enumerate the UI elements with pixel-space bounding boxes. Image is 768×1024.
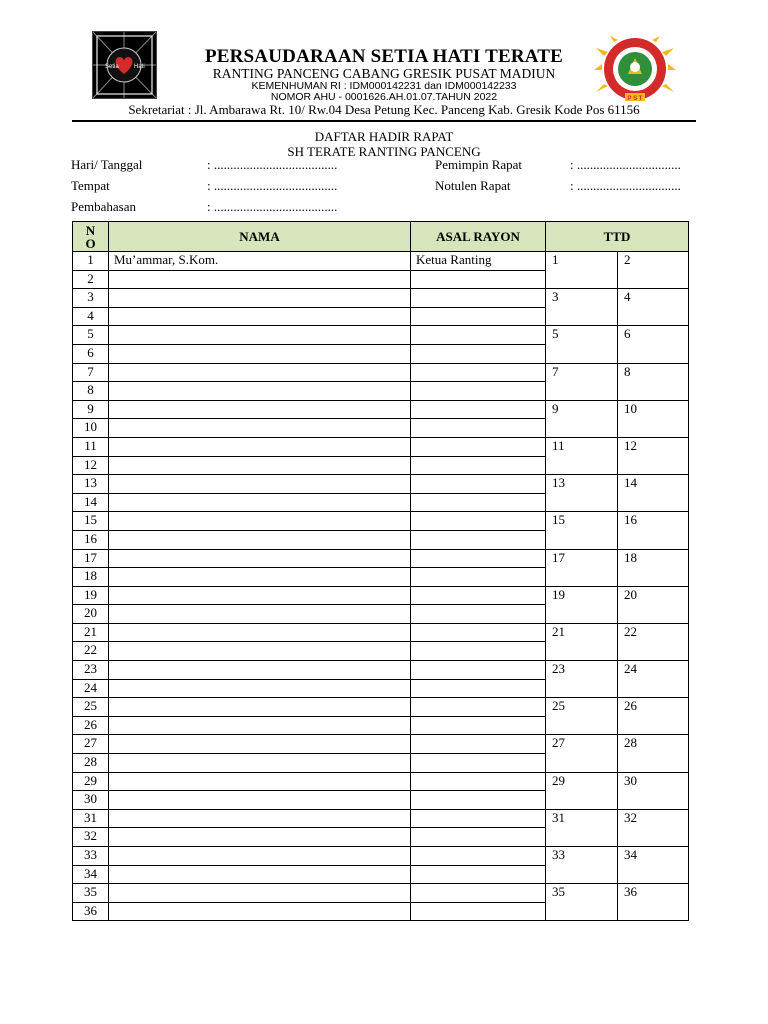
col-header-no-text: N O: [85, 222, 96, 251]
signature-cell-left[interactable]: 15: [546, 512, 618, 549]
row-rayon-cell[interactable]: [411, 586, 546, 605]
row-number: 14: [73, 493, 109, 512]
row-rayon-cell[interactable]: [411, 902, 546, 921]
row-name-cell[interactable]: [109, 530, 411, 549]
svg-text:Setia: Setia: [105, 64, 119, 70]
row-name-cell[interactable]: [109, 568, 411, 587]
row-number: 4: [73, 307, 109, 326]
signature-cell-right[interactable]: 24: [618, 661, 689, 698]
row-rayon-cell[interactable]: [411, 363, 546, 382]
row-number: 35: [73, 884, 109, 903]
row-name-cell[interactable]: [109, 307, 411, 326]
row-number: 17: [73, 549, 109, 568]
row-name-cell[interactable]: [109, 661, 411, 680]
signature-cell-right[interactable]: 2: [618, 252, 689, 289]
table-row: [73, 586, 689, 605]
row-name-cell[interactable]: [109, 902, 411, 921]
signature-cell-right[interactable]: 18: [618, 549, 689, 586]
row-number: 30: [73, 791, 109, 810]
row-name-cell[interactable]: [109, 772, 411, 791]
table-row: [73, 735, 689, 754]
row-rayon-cell[interactable]: [411, 289, 546, 308]
row-rayon-cell[interactable]: [411, 456, 546, 475]
row-name-cell[interactable]: [109, 735, 411, 754]
table-row: [73, 661, 689, 680]
org-branch: RANTING PANCENG CABANG GRESIK PUSAT MADIUN: [212, 66, 556, 81]
table-row: [73, 809, 689, 828]
row-name-cell[interactable]: [109, 698, 411, 717]
col-header-rayon: ASAL RAYON: [411, 222, 546, 252]
row-number: 15: [73, 512, 109, 531]
row-rayon-cell[interactable]: [411, 382, 546, 401]
signature-cell-left[interactable]: 19: [546, 586, 618, 623]
row-rayon-cell[interactable]: [411, 549, 546, 568]
row-number: 25: [73, 698, 109, 717]
row-number: 16: [73, 530, 109, 549]
col-header-name: NAMA: [109, 222, 411, 252]
signature-cell-left[interactable]: 7: [546, 363, 618, 400]
row-name-cell[interactable]: [109, 326, 411, 345]
row-rayon-cell[interactable]: [411, 698, 546, 717]
row-rayon-cell[interactable]: [411, 493, 546, 512]
row-number: 18: [73, 568, 109, 587]
row-name-cell[interactable]: [109, 344, 411, 363]
row-rayon-cell[interactable]: [411, 865, 546, 884]
row-rayon-cell[interactable]: Ketua Ranting: [411, 252, 546, 271]
row-name-cell[interactable]: [109, 382, 411, 401]
signature-cell-left[interactable]: 13: [546, 475, 618, 512]
row-name-cell[interactable]: [109, 400, 411, 419]
row-number: 27: [73, 735, 109, 754]
signature-cell-right[interactable]: 6: [618, 326, 689, 363]
row-name-cell[interactable]: [109, 884, 411, 903]
row-name-cell[interactable]: [109, 289, 411, 308]
signature-cell-left[interactable]: 17: [546, 549, 618, 586]
svg-text:P S T: P S T: [627, 96, 643, 102]
org-registration-1: KEMENHUMAN RI : IDM000142231 dan IDM000142233: [251, 80, 517, 92]
signature-cell-right[interactable]: 32: [618, 809, 689, 846]
row-number: 23: [73, 661, 109, 680]
signature-cell-left[interactable]: 1: [546, 252, 618, 289]
table-row: [73, 252, 689, 271]
row-rayon-cell[interactable]: [411, 754, 546, 773]
row-rayon-cell[interactable]: [411, 735, 546, 754]
field-label-place: Tempat: [71, 178, 110, 193]
document-title: DAFTAR HADIR RAPAT: [314, 129, 454, 144]
row-rayon-cell[interactable]: [411, 623, 546, 642]
signature-cell-left[interactable]: 21: [546, 623, 618, 660]
row-rayon-cell[interactable]: [411, 642, 546, 661]
row-number: 36: [73, 902, 109, 921]
row-name-cell[interactable]: [109, 419, 411, 438]
signature-cell-right[interactable]: 30: [618, 772, 689, 809]
row-name-cell[interactable]: [109, 809, 411, 828]
row-name-cell[interactable]: [109, 363, 411, 382]
row-number: 11: [73, 437, 109, 456]
row-name-cell[interactable]: [109, 679, 411, 698]
row-name-cell[interactable]: [109, 493, 411, 512]
document-subtitle: SH TERATE RANTING PANCENG: [287, 144, 481, 159]
signature-cell-right[interactable]: 26: [618, 698, 689, 735]
row-number: 24: [73, 679, 109, 698]
row-rayon-cell[interactable]: [411, 307, 546, 326]
row-rayon-cell[interactable]: [411, 437, 546, 456]
field-value-discussion[interactable]: : ......................................: [207, 199, 338, 214]
field-label-minutes: Notulen Rapat: [435, 178, 511, 193]
row-number: 21: [73, 623, 109, 642]
row-number: 13: [73, 475, 109, 494]
row-name-cell[interactable]: [109, 456, 411, 475]
field-value-place[interactable]: : ......................................: [207, 178, 338, 193]
field-label-leader: Pemimpin Rapat: [435, 157, 523, 172]
row-rayon-cell[interactable]: [411, 475, 546, 494]
table-row: [73, 623, 689, 642]
row-number: 34: [73, 865, 109, 884]
psht-logo-left: [92, 31, 157, 99]
row-number: 2: [73, 270, 109, 289]
org-registration-2: NOMOR AHU - 0001626.AH.01.07.TAHUN 2022: [270, 91, 498, 103]
table-row: [73, 363, 689, 382]
table-body: [73, 252, 689, 921]
signature-cell-right[interactable]: 16: [618, 512, 689, 549]
field-value-day-date[interactable]: : ......................................: [207, 157, 338, 172]
row-rayon-cell[interactable]: [411, 419, 546, 438]
table-row: [73, 326, 689, 345]
row-number: 28: [73, 754, 109, 773]
table-header-row: [73, 222, 689, 252]
attendance-table: [72, 221, 689, 921]
row-rayon-cell[interactable]: [411, 530, 546, 549]
row-rayon-cell[interactable]: [411, 605, 546, 624]
row-name-cell[interactable]: [109, 623, 411, 642]
signature-cell-left[interactable]: 35: [546, 884, 618, 921]
row-number: 33: [73, 847, 109, 866]
row-name-cell[interactable]: [109, 865, 411, 884]
row-rayon-cell[interactable]: [411, 326, 546, 345]
row-number: 32: [73, 828, 109, 847]
table-row: [73, 884, 689, 903]
row-number: 12: [73, 456, 109, 475]
row-name-cell[interactable]: [109, 270, 411, 289]
col-header-ttd: TTD: [546, 222, 689, 252]
row-rayon-cell[interactable]: [411, 270, 546, 289]
org-name: PERSAUDARAAN SETIA HATI TERATE: [204, 46, 564, 67]
row-rayon-cell[interactable]: [411, 568, 546, 587]
signature-cell-left[interactable]: 3: [546, 289, 618, 326]
table-row: [73, 289, 689, 308]
signature-cell-left[interactable]: 11: [546, 437, 618, 474]
signature-cell-left[interactable]: 31: [546, 809, 618, 846]
row-number: 5: [73, 326, 109, 345]
signature-cell-right[interactable]: 36: [618, 884, 689, 921]
signature-cell-right[interactable]: 10: [618, 400, 689, 437]
row-number: 1: [73, 252, 109, 271]
row-rayon-cell[interactable]: [411, 791, 546, 810]
row-name-cell[interactable]: [109, 549, 411, 568]
signature-cell-left[interactable]: 9: [546, 400, 618, 437]
row-number: 9: [73, 400, 109, 419]
row-rayon-cell[interactable]: [411, 344, 546, 363]
field-value-minutes[interactable]: : ................................: [570, 178, 681, 193]
row-number: 8: [73, 382, 109, 401]
row-number: 7: [73, 363, 109, 382]
row-name-cell[interactable]: [109, 847, 411, 866]
signature-cell-right[interactable]: 22: [618, 623, 689, 660]
row-rayon-cell[interactable]: [411, 512, 546, 531]
table-row: [73, 698, 689, 717]
row-name-cell[interactable]: [109, 605, 411, 624]
signature-cell-left[interactable]: 33: [546, 847, 618, 884]
signature-cell-left[interactable]: 23: [546, 661, 618, 698]
field-label-day-date: Hari/ Tanggal: [71, 157, 143, 172]
row-rayon-cell[interactable]: [411, 809, 546, 828]
row-number: 6: [73, 344, 109, 363]
signature-cell-right[interactable]: 28: [618, 735, 689, 772]
signature-cell-left[interactable]: 27: [546, 735, 618, 772]
row-rayon-cell[interactable]: [411, 716, 546, 735]
table-row: [73, 512, 689, 531]
row-rayon-cell[interactable]: [411, 828, 546, 847]
row-name-cell[interactable]: [109, 642, 411, 661]
signature-cell-right[interactable]: 8: [618, 363, 689, 400]
header-divider: [72, 120, 696, 122]
svg-text:Hati: Hati: [134, 64, 145, 70]
row-number: 31: [73, 809, 109, 828]
org-address: Sekretariat : Jl. Ambarawa Rt. 10/ Rw.04 Desa Petung Kec. Panceng Kab. Gresik Kode Pos 61156: [128, 102, 640, 117]
table-row: [73, 400, 689, 419]
row-name-cell[interactable]: Mu’ammar, S.Kom.: [109, 252, 411, 271]
row-number: 20: [73, 605, 109, 624]
row-name-cell[interactable]: [109, 828, 411, 847]
table-row: [73, 549, 689, 568]
row-rayon-cell[interactable]: [411, 884, 546, 903]
field-value-leader[interactable]: : ................................: [570, 157, 681, 172]
table-row: [73, 847, 689, 866]
row-name-cell[interactable]: [109, 475, 411, 494]
row-rayon-cell[interactable]: [411, 772, 546, 791]
row-rayon-cell[interactable]: [411, 661, 546, 680]
signature-cell-left[interactable]: 25: [546, 698, 618, 735]
row-number: 3: [73, 289, 109, 308]
row-rayon-cell[interactable]: [411, 400, 546, 419]
table-row: [73, 437, 689, 456]
signature-cell-right[interactable]: 4: [618, 289, 689, 326]
row-name-cell[interactable]: [109, 791, 411, 810]
col-header-no: [73, 222, 109, 252]
signature-cell-left[interactable]: 29: [546, 772, 618, 809]
signature-cell-right[interactable]: 34: [618, 847, 689, 884]
row-rayon-cell[interactable]: [411, 679, 546, 698]
signature-cell-left[interactable]: 5: [546, 326, 618, 363]
signature-cell-right[interactable]: 12: [618, 437, 689, 474]
row-name-cell[interactable]: [109, 512, 411, 531]
row-name-cell[interactable]: [109, 437, 411, 456]
table-row: [73, 772, 689, 791]
row-number: 29: [73, 772, 109, 791]
signature-cell-right[interactable]: 20: [618, 586, 689, 623]
row-number: 19: [73, 586, 109, 605]
table-row: [73, 475, 689, 494]
row-name-cell[interactable]: [109, 716, 411, 735]
field-label-discussion: Pembahasan: [71, 199, 136, 214]
row-name-cell[interactable]: [109, 586, 411, 605]
row-name-cell[interactable]: [109, 754, 411, 773]
signature-cell-right[interactable]: 14: [618, 475, 689, 512]
row-number: 10: [73, 419, 109, 438]
row-number: 22: [73, 642, 109, 661]
row-number: 26: [73, 716, 109, 735]
row-rayon-cell[interactable]: [411, 847, 546, 866]
